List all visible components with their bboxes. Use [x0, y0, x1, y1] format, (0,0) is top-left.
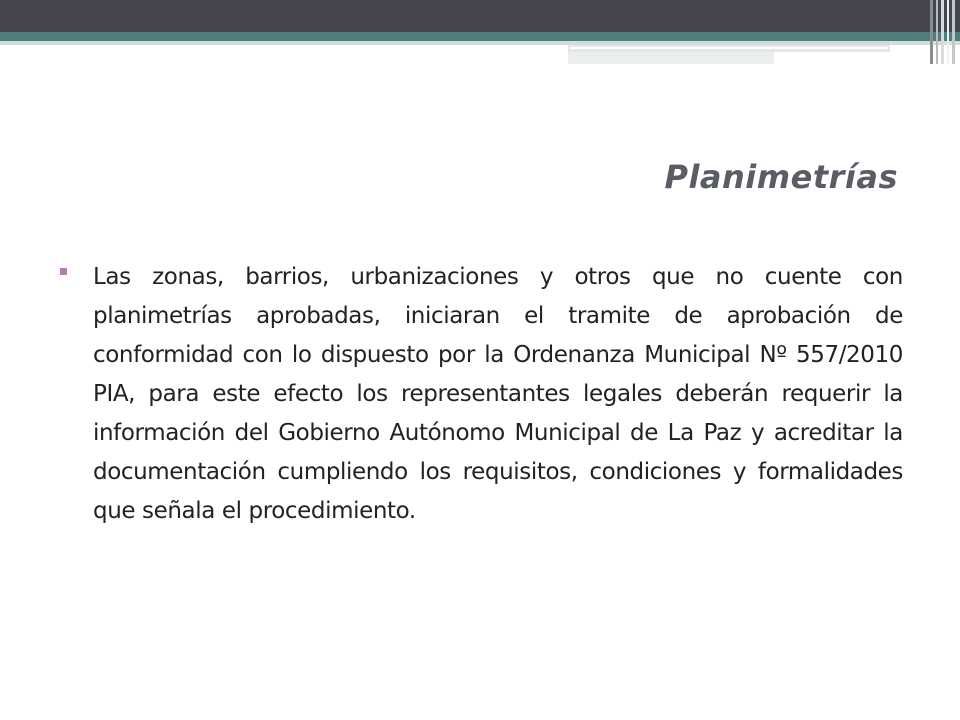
- header-edge-stripe: [947, 0, 949, 64]
- header-band-teal: [0, 32, 960, 41]
- slide-title: Planimetrías: [664, 158, 898, 196]
- bullet-marker-icon: [60, 268, 67, 275]
- header-band-dark: [0, 0, 960, 32]
- header-edge-stripe: [941, 0, 944, 64]
- header-edge-stripe: [936, 0, 938, 64]
- header-accent-line: [570, 47, 888, 49]
- header-edge-stripe: [952, 0, 955, 64]
- header-edge-stripe: [930, 0, 933, 64]
- header-accent-bar-lower: [568, 52, 774, 64]
- bullet-text: Las zonas, barrios, urbanizaciones y otros que no cuente con planimetrías aprobadas, iniciaran el tramite de aprobación de conformidad con lo dispuesto por la Ordenanza Municipal Nº 557/2010 PIA, para este efecto los representantes legales deberán requerir la información del Gobierno Autónomo Municipal de La Paz y acreditar la documentación cumpliendo los requisitos, condiciones y formalidades que señala el procedimiento.: [93, 264, 903, 524]
